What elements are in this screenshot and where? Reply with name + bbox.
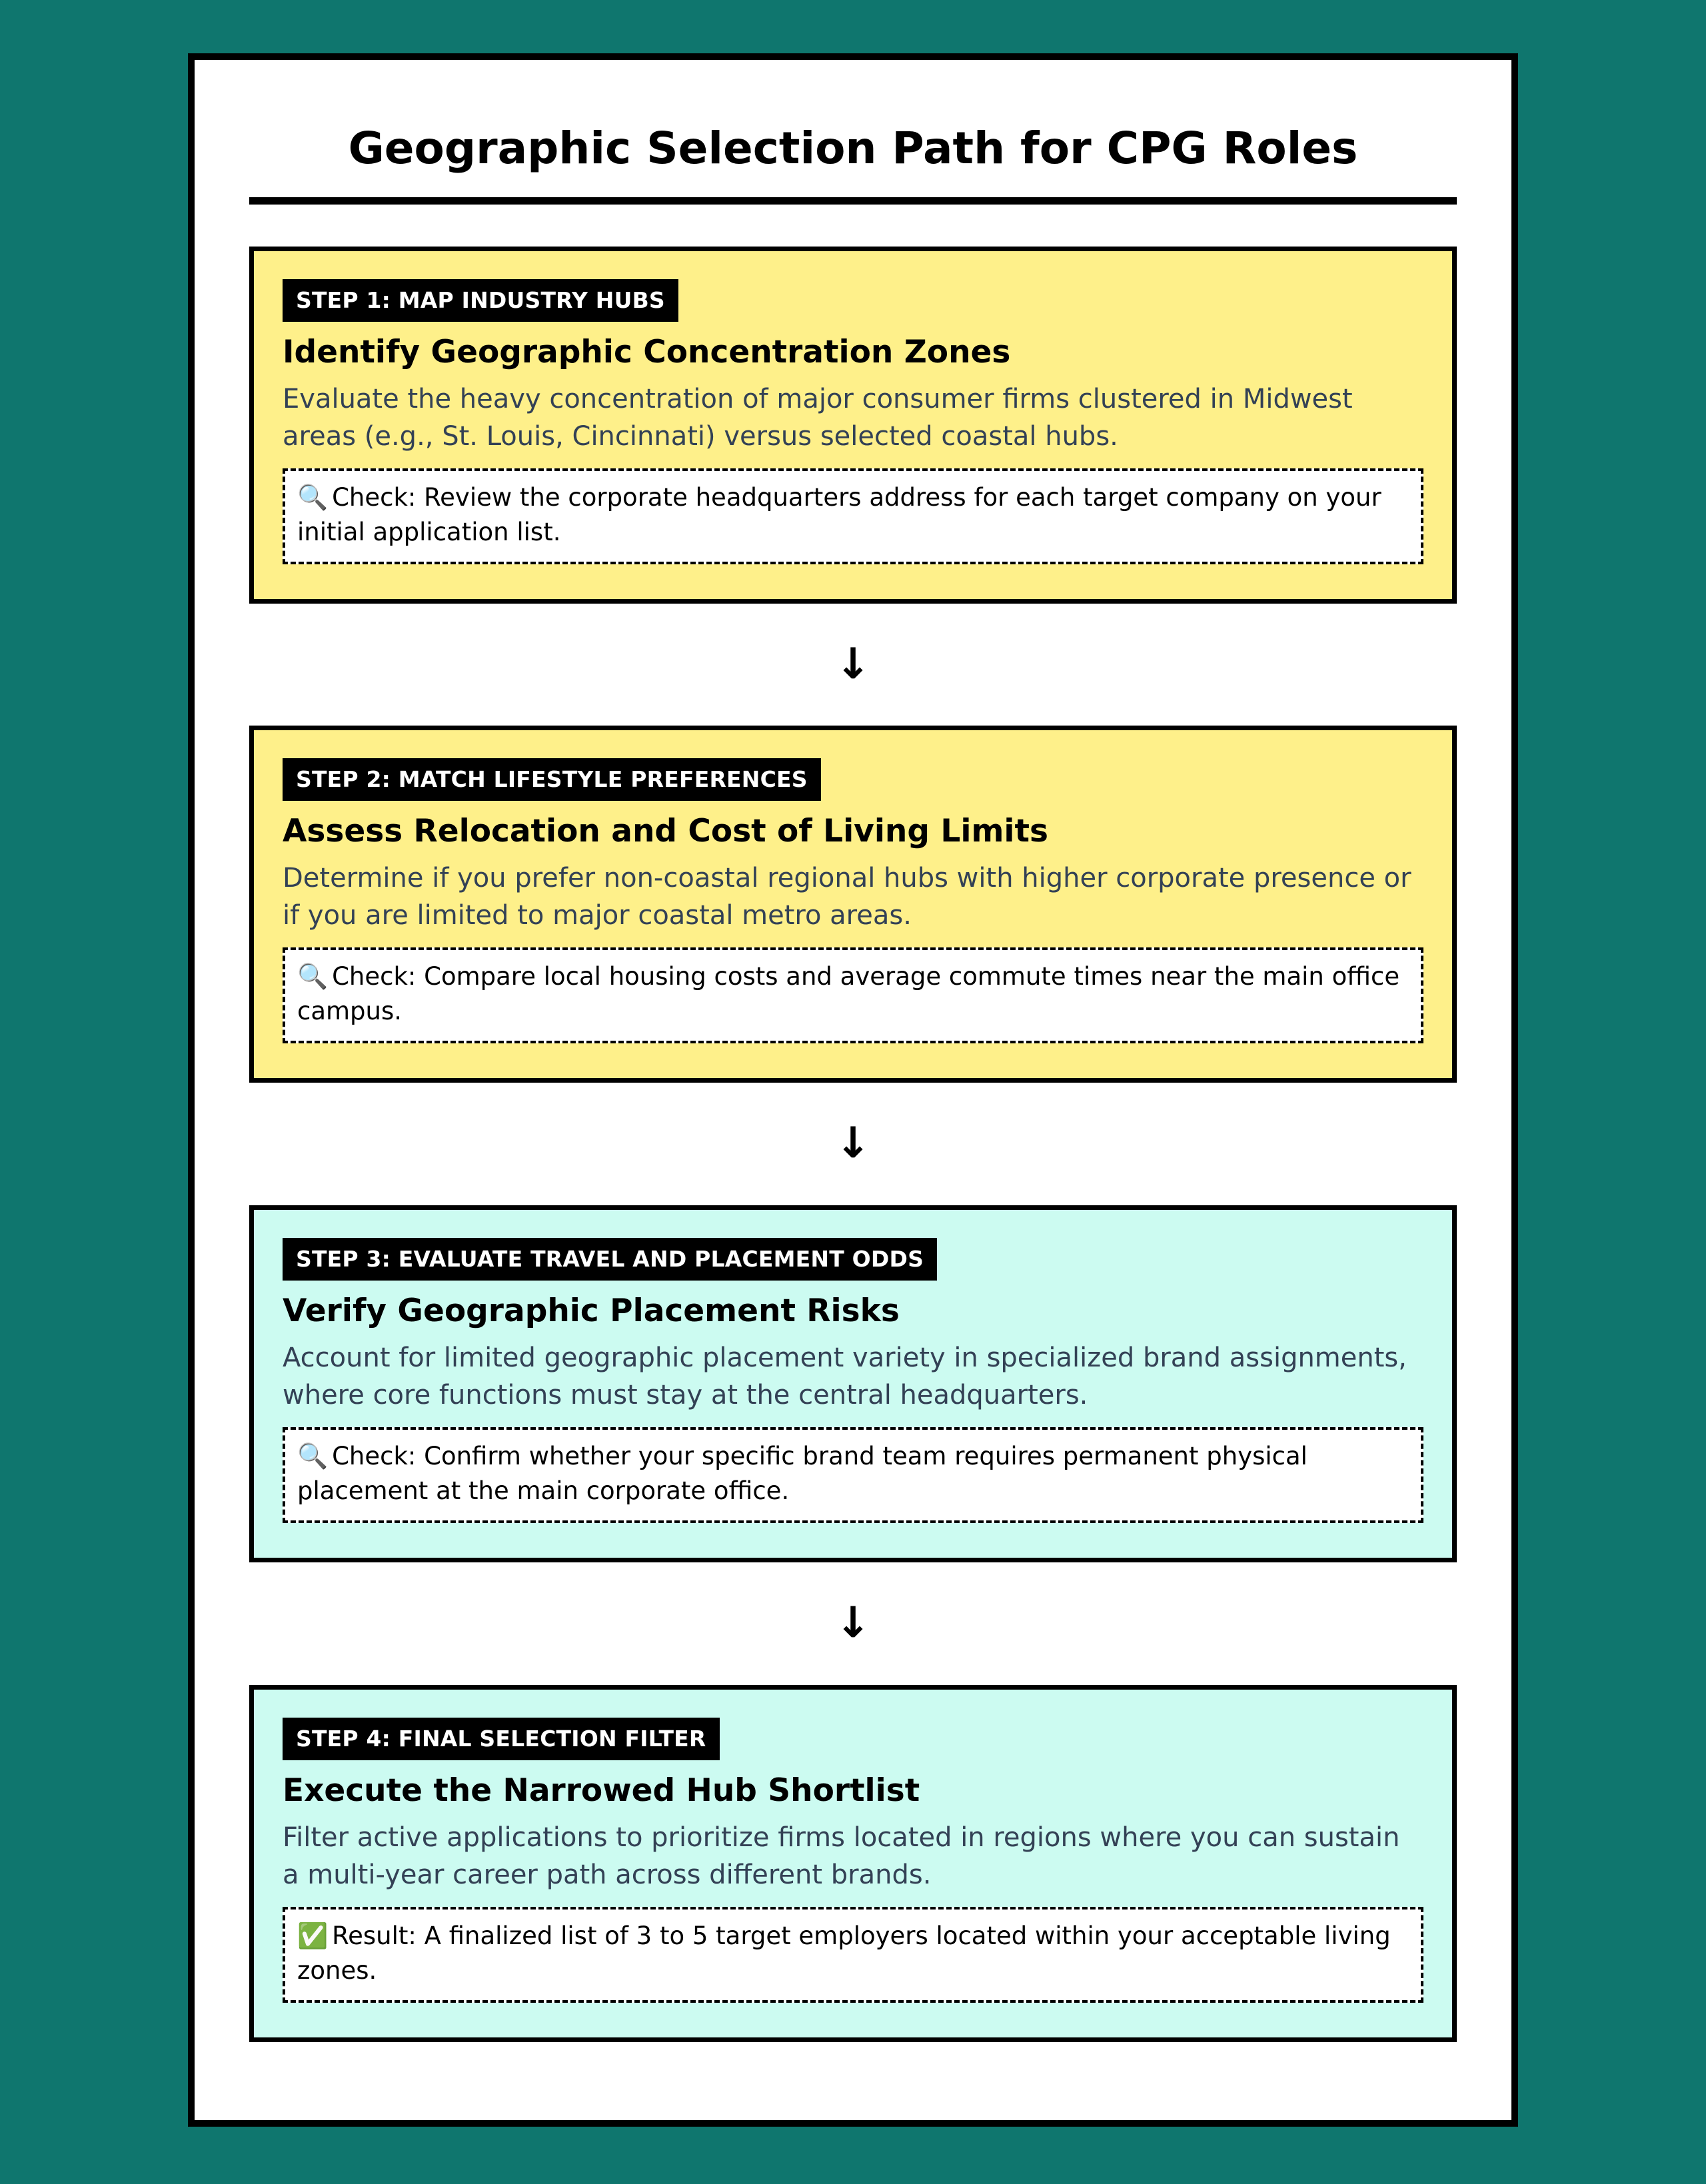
- step-4-box: [249, 1685, 1457, 2042]
- step-4-result-box: [283, 1907, 1423, 2003]
- magnifier-icon: 🔍: [297, 962, 329, 991]
- flowchart-card: [188, 53, 1518, 2127]
- step-3-heading: Verify Geographic Placement Risks: [283, 1293, 900, 1329]
- step-1-description: Evaluate the heavy concentration of major consumer firms clustered in Midwest areas (e.g., St. Louis, Cincinnati) versus selected coastal hubs.: [283, 384, 1353, 452]
- step-1-box: [249, 247, 1457, 604]
- step-4-tag: STEP 4: FINAL SELECTION FILTER: [283, 1718, 720, 1760]
- step-2-box: [249, 726, 1457, 1083]
- step-3-box: [249, 1205, 1457, 1562]
- step-3-description: Account for limited geographic placement variety in specialized brand assignments, where core functions must stay at the central headquarters.: [283, 1343, 1407, 1410]
- step-1-tag: STEP 1: MAP INDUSTRY HUBS: [283, 279, 678, 322]
- step-3-check-text: Check: Confirm whether your specific brand team requires permanent physical placement at the main corporate office.: [297, 1442, 1307, 1505]
- step-2-description: Determine if you prefer non-coastal regional hubs with higher corporate presence or if you are limited to major coastal metro areas.: [283, 863, 1411, 931]
- step-3-check-box: [283, 1427, 1423, 1523]
- page-title: Geographic Selection Path for CPG Roles: [348, 123, 1358, 174]
- step-4-description: Filter active applications to prioritize firms located in regions where you can sustain a multi-year career path across different brands.: [283, 1822, 1400, 1890]
- step-1-check-box: [283, 468, 1423, 564]
- down-arrow-icon: ↓: [835, 1598, 871, 1648]
- step-1-heading: Identify Geographic Concentration Zones: [283, 334, 1011, 370]
- title-divider: [249, 197, 1457, 205]
- step-4-result-text: Result: A finalized list of 3 to 5 target employers located within your acceptable living zones.: [297, 1921, 1391, 1985]
- step-2-check-text: Check: Compare local housing costs and average commute times near the main office campus.: [297, 962, 1400, 1025]
- step-2-check-box: [283, 947, 1423, 1043]
- magnifier-icon: 🔍: [297, 483, 329, 512]
- down-arrow-icon: ↓: [835, 640, 871, 689]
- step-2-heading: Assess Relocation and Cost of Living Limits: [283, 813, 1048, 849]
- checkmark-icon: ✅: [297, 1921, 329, 1950]
- step-4-heading: Execute the Narrowed Hub Shortlist: [283, 1772, 920, 1809]
- step-1-check-text: Check: Review the corporate headquarters address for each target company on your initial application list.: [297, 483, 1381, 546]
- down-arrow-icon: ↓: [835, 1119, 871, 1168]
- step-3-tag: STEP 3: EVALUATE TRAVEL AND PLACEMENT ODDS: [283, 1238, 937, 1281]
- step-2-tag: STEP 2: MATCH LIFESTYLE PREFERENCES: [283, 758, 821, 801]
- magnifier-icon: 🔍: [297, 1442, 329, 1470]
